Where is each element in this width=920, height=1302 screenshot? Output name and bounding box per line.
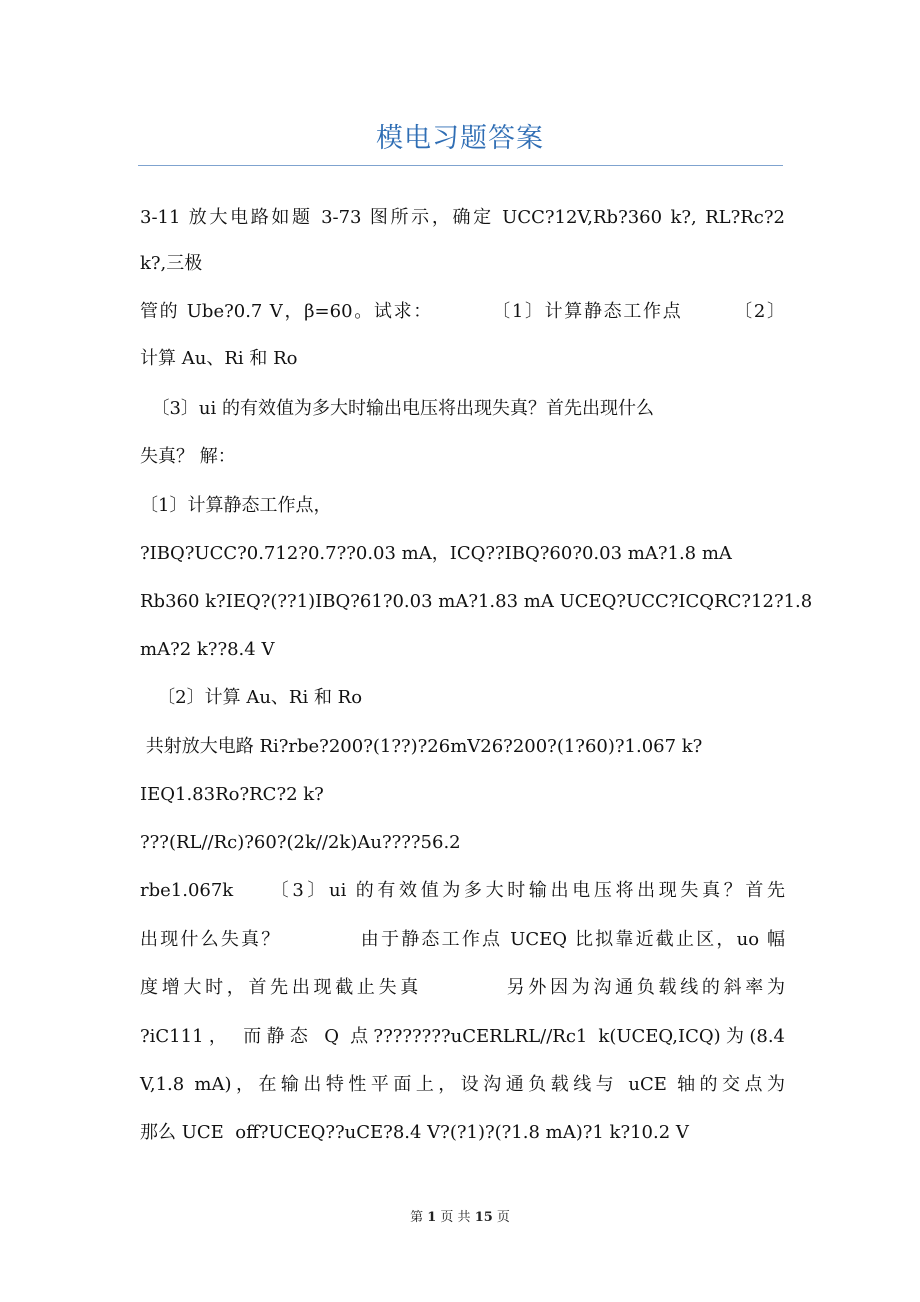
body-line-9: Rb360 k?IEQ?(??1)IBQ?61?0.03 mA?1.83 mA UCEQ?UCC?ICQRC?12?1.8 bbox=[140, 591, 813, 612]
body-line-17: 度增大时，首先出现截止失真 另外因为沟通负载线的斜率为 bbox=[140, 977, 785, 998]
body-line-14: ???(RL//Rc)?60?(2k//2k)Au????56.2 bbox=[140, 832, 461, 853]
footer-page-suffix: 页 bbox=[496, 1210, 510, 1225]
body-line-20: 那么 UCE off?UCEQ??uCE?8.4 V?(?1)?(?1.8 mA)?1 k?10.2 V bbox=[140, 1122, 689, 1143]
body-line-10: mA?2 k??8.4 V bbox=[140, 639, 275, 660]
body-line-5: 〔3〕ui 的有效值为多大时输出电压将出现失真？首先出现什么 bbox=[140, 398, 654, 419]
document-title: 模电习题答案 bbox=[376, 123, 544, 154]
body-line-7: 〔1〕计算静态工作点， bbox=[140, 495, 332, 516]
body-line-15: rbe1.067k 〔3〕ui 的有效值为多大时输出电压将出现失真？首先 bbox=[140, 880, 785, 901]
body-line-11: 〔2〕计算 Au、Ri 和 Ro bbox=[140, 687, 363, 708]
body-line-6: 失真？ 解： bbox=[140, 446, 236, 467]
footer-page-prefix: 第 bbox=[410, 1210, 424, 1225]
page-footer bbox=[0, 1206, 920, 1225]
body-line-8: ?IBQ?UCC?0.712?0.7??0.03 mA，ICQ??IBQ?60?0.03 mA?1.8 mA bbox=[140, 543, 732, 564]
footer-page-mid: 页 共 bbox=[440, 1210, 471, 1225]
body-line-12: 共射放大电路 Ri?rbe?200?(1??)?26mV26?200?(1?60)?1.067 k? bbox=[140, 736, 703, 757]
body-line-2: k?,三极 bbox=[140, 253, 203, 274]
footer-page-number: 1 bbox=[427, 1210, 437, 1225]
body-line-3: 管的 Ube?0.7 V，β=60。试求： 〔1〕计算静态工作点 〔2〕 bbox=[140, 301, 785, 322]
body-line-19: V,1.8 mA)，在输出特性平面上，设沟通负载线与 uCE 轴的交点为 bbox=[140, 1074, 785, 1095]
title-divider bbox=[138, 165, 783, 166]
body-line-4: 计算 Au、Ri 和 Ro bbox=[140, 348, 298, 369]
body-line-16: 出现什么失真？ 由于静态工作点 UCEQ 比拟靠近截止区，uo 幅 bbox=[140, 929, 785, 950]
body-line-1: 3-11 放大电路如题 3-73 图所示，确定 UCC?12V,Rb?360 k?, RL?Rc?2 bbox=[140, 207, 785, 228]
body-line-18: ?iC111， 而静态 Q 点????????uCERLRL//Rc1 k(UCEQ,ICQ)为(8.4 bbox=[140, 1026, 785, 1047]
footer-total-pages: 15 bbox=[474, 1210, 493, 1225]
body-line-13: IEQ1.83Ro?RC?2 k? bbox=[140, 784, 324, 805]
